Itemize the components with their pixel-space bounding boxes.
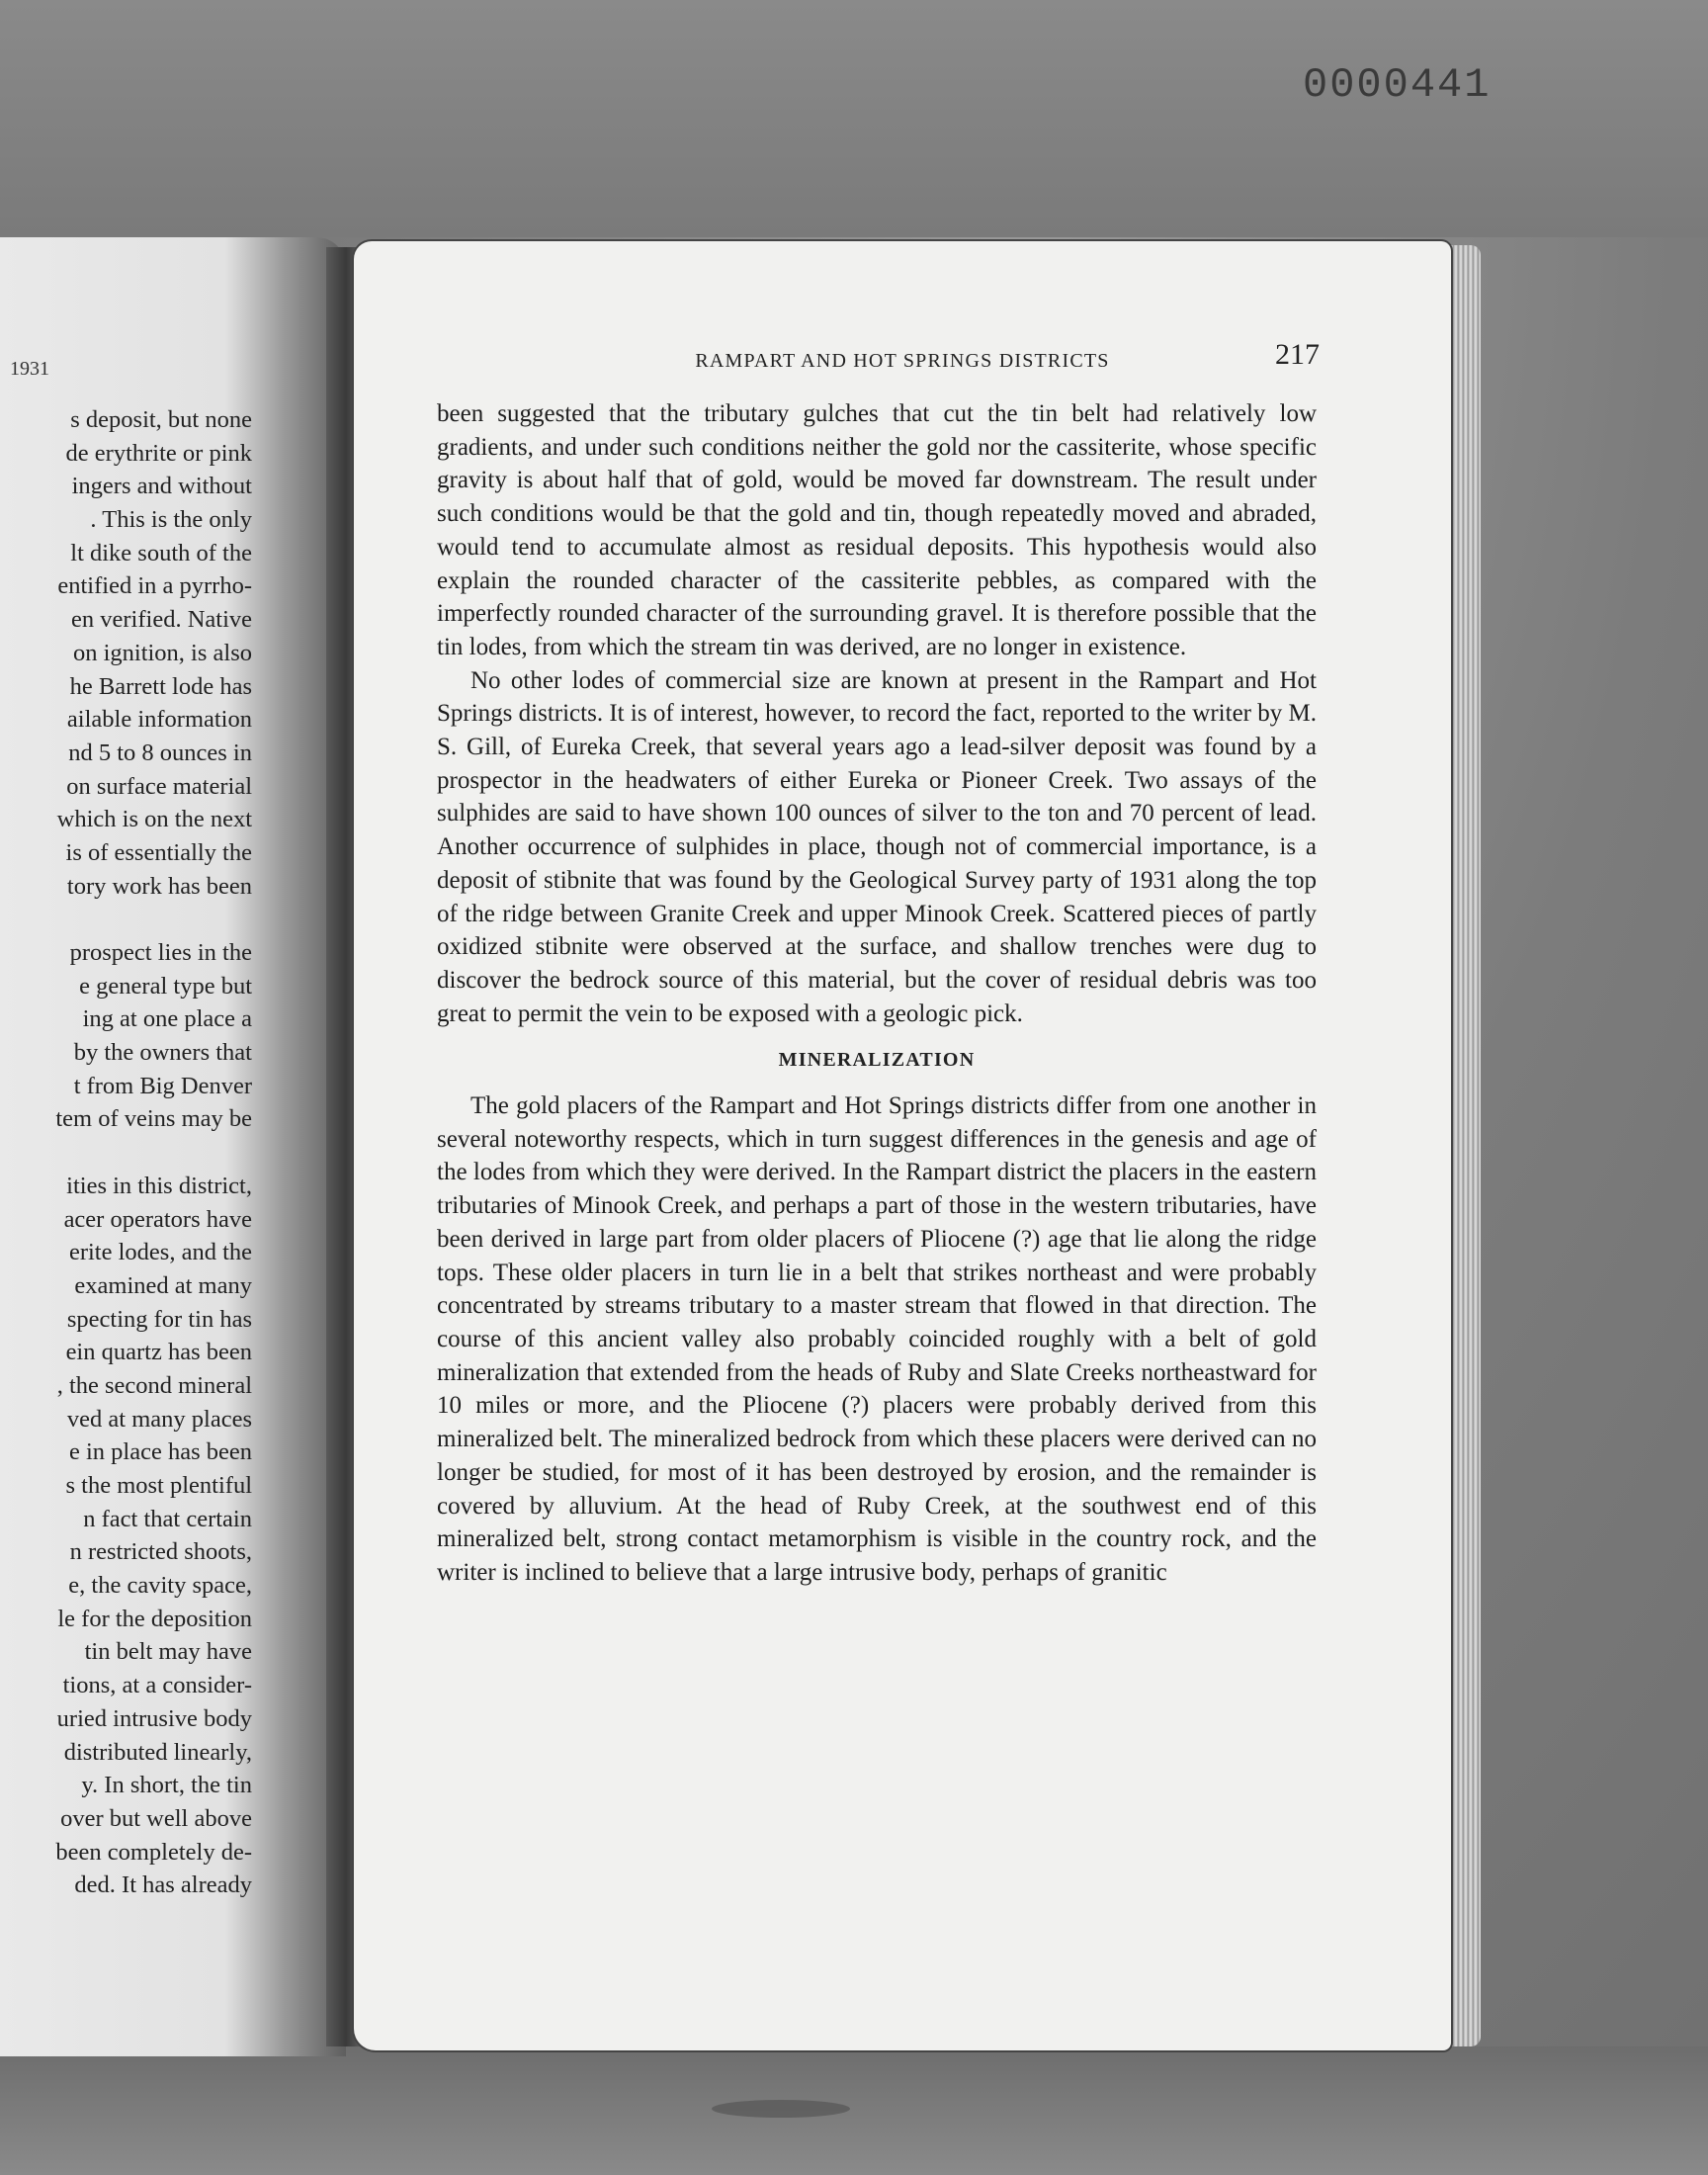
left-page-line: acer operators have [63, 1205, 252, 1233]
left-page-line [0, 903, 252, 936]
paragraph-3: The gold placers of the Rampart and Hot Springs districts differ from one another in several noteworthy respects, which in turn suggest differences in the genesis and age of the lodes from which they were derived. In the Rampart district the placers in the eastern tributaries of Minook Creek, and perhaps a part of those in the western tributaries, have been derived in large part from older placers of Pliocene (?) age that lie along the ridge tops. These older placers in turn lie in a belt that strikes northeast and were probably concentrated by streams tributary to a master stream that flowed in that direction. The course of this ancient valley also probably coincided roughly with a belt of gold mineralization that extended from the heads of Ruby and Slate Creeks northeastward for 10 miles or more, and the Pliocene (?) placers were probably derived from this mineralized belt. The mineralized bedrock from which these placers were derived can no longer be studied, for most of it has been destroyed by erosion, and the remainder is covered by alluvium. At the head of Ruby Creek, at the southwest end of this mineralized belt, strong contact metamorphism is visible in the country rock, and the writer is inclined to believe that a large intrusive body, perhaps of granitic [437, 1092, 1317, 1586]
left-page-line: n restricted shoots, [69, 1538, 252, 1566]
left-page-line: y. In short, the tin [81, 1772, 252, 1799]
left-page-text [0, 403, 252, 1902]
left-facing-page [0, 237, 346, 2056]
left-page-line: over but well above [60, 1804, 252, 1832]
left-page-line: ved at many places [66, 1405, 252, 1433]
left-page-line: t from Big Denver [73, 1072, 252, 1099]
left-page-line: is of essentially the [65, 838, 252, 866]
left-page-line: ein quartz has been [65, 1339, 252, 1366]
paragraph-2: No other lodes of commercial size are known at present in the Rampart and Hot Springs districts. It is of interest, however, to record the fact, reported to the writer by M. S. Gill, of Eureka Creek, that several years ago a lead-silver deposit was found by a prospector in the headwaters of either Eureka or Pioneer Creek. Two assays of the sulphides are said to have shown 100 ounces of silver to the ton and 70 percent of lead. Another occurrence of sulphides in place, though not of commercial importance, is a deposit of stibnite that was found by the Geological Survey party of 1931 along the top of the ridge between Granite Creek and upper Minook Creek. Scattered pieces of partly oxidized stibnite were observed at the surface, and shallow trenches were dug to discover the bedrock source of this material, but the cover of residual debris was too great to permit the vein to be exposed with a geologic pick. [437, 666, 1317, 1027]
paragraph-1: been suggested that the tributary gulches that cut the tin belt had relatively low gradients, and under such conditions neither the gold nor the cassiterite, whose specific gravity is about half that of gold, would be moved far downstream. The result under such conditions would be that the gold and tin, though repeatedly moved and abraded, would tend to accumulate almost as residual deposits. This hypothesis would also explain the rounded character of the cassiterite pebbles, as compared with the imperfectly rounded character of the surrounding gravel. It is therefore possible that the tin lodes, from which the stream tin was derived, are no longer in existence. [437, 400, 1317, 660]
left-page-line: erite lodes, and the [68, 1239, 252, 1266]
running-head: RAMPART AND HOT SPRINGS DISTRICTS [695, 350, 1110, 372]
left-page-line: , the second mineral [56, 1371, 252, 1399]
left-page-line: s deposit, but none [70, 406, 252, 433]
left-page-header: 1931 [10, 358, 49, 380]
left-page-line: ing at one place a [82, 1005, 252, 1033]
left-page-line: distributed linearly, [63, 1738, 252, 1766]
section-heading: MINERALIZATION [778, 1049, 976, 1072]
left-page-line: prospect lies in the [69, 939, 252, 966]
left-page-line: tin belt may have [84, 1638, 252, 1666]
archive-stamp: 0000441 [1303, 61, 1492, 109]
left-page-line: . This is the only [90, 506, 252, 534]
left-page-line: s the most plentiful [65, 1472, 252, 1499]
left-page-line: lt dike south of the [70, 539, 252, 566]
left-page-line: examined at many [74, 1271, 252, 1299]
left-page-line: entified in a pyrrho- [57, 572, 252, 600]
left-page-line: he Barrett lode has [69, 672, 252, 700]
left-page-line: ities in this district, [66, 1172, 252, 1199]
left-page-line: e in place has been [68, 1438, 252, 1466]
left-page-line: n fact that certain [83, 1505, 252, 1532]
left-page-line: specting for tin has [66, 1305, 252, 1333]
left-page-line: le for the deposition [57, 1605, 252, 1632]
left-page-line: by the owners that [73, 1039, 252, 1067]
scanner-bed-top [0, 0, 1708, 237]
left-page-line: on ignition, is also [72, 639, 252, 666]
left-page-line: on surface material [66, 772, 252, 800]
page-body [437, 397, 1317, 1590]
left-page-line: ded. It has already [74, 1871, 252, 1899]
left-page-line: tory work has been [66, 872, 252, 900]
left-page-line: e general type but [79, 972, 252, 1000]
left-page-line: tions, at a consider- [62, 1672, 252, 1699]
left-page-line [0, 1136, 252, 1170]
page-number: 217 [1275, 338, 1320, 371]
left-page-line: tem of veins may be [55, 1105, 252, 1133]
left-page-line: which is on the next [56, 806, 252, 833]
left-page-line: nd 5 to 8 ounces in [68, 739, 252, 766]
left-page-line: en verified. Native [71, 606, 252, 634]
right-main-page [354, 241, 1451, 2050]
left-page-line: been completely de- [55, 1838, 252, 1866]
left-page-line: e, the cavity space, [68, 1572, 252, 1600]
left-page-line: de erythrite or pink [65, 439, 252, 467]
left-page-line: ingers and without [71, 473, 252, 500]
bookmark-ribbon [712, 2100, 850, 2118]
left-page-line: ailable information [66, 706, 252, 734]
scanner-bed-bottom [0, 2046, 1708, 2175]
left-page-line: uried intrusive body [56, 1704, 252, 1732]
